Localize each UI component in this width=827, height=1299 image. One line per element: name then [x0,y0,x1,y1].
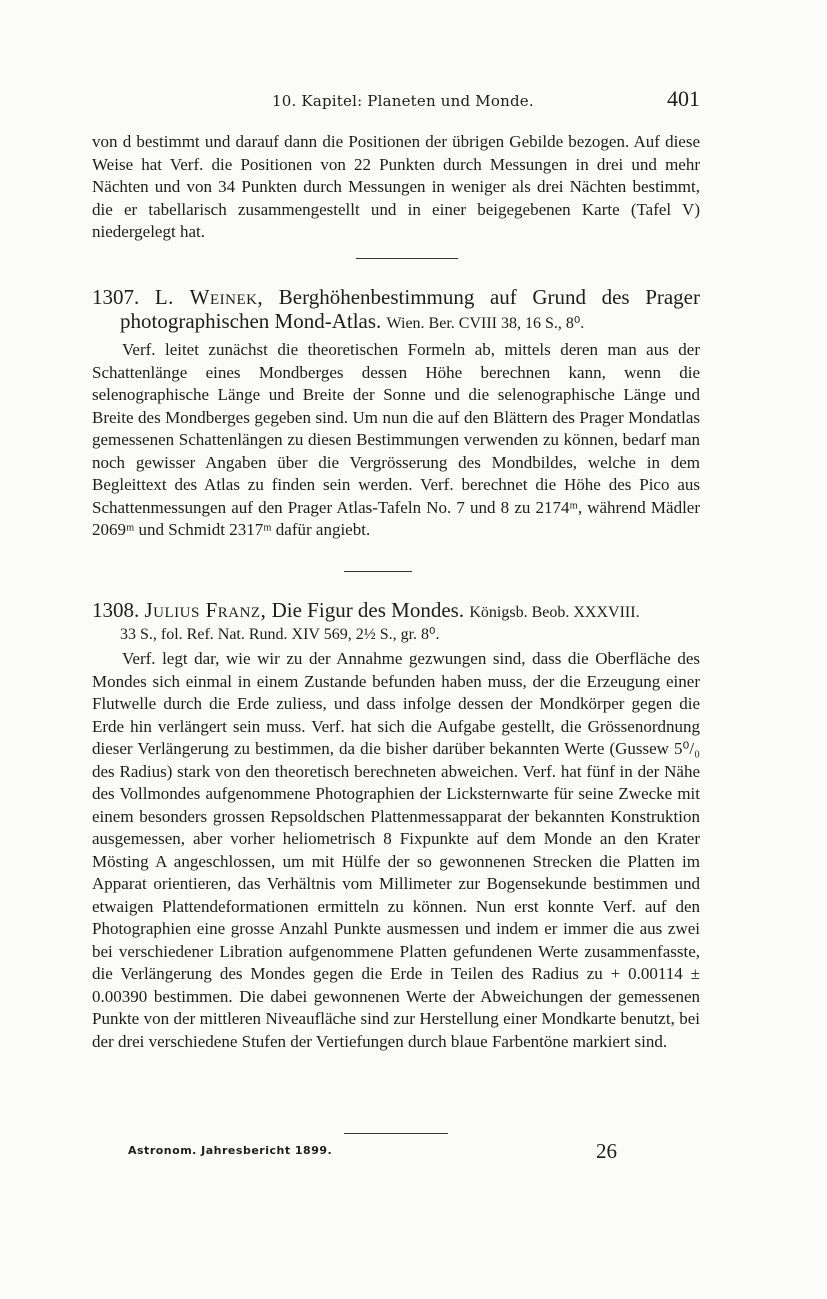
running-header [92,86,702,116]
entry-title: Die Figur des Mondes. [271,598,465,622]
signature-mark: 26 [596,1139,617,1163]
entry-heading [92,285,700,336]
section-divider [344,1133,448,1134]
entry-number: 1307. [92,285,140,309]
footer-journal: Astronom. Jahresbericht 1899. [128,1144,333,1157]
entry-reference-line-2: 33 S., fol. Ref. Nat. Rund. XIV 569, 2½ S., gr. 8⁰. [120,626,440,643]
section-divider [356,258,458,259]
intro-paragraph-block [92,131,700,244]
entry-1308 [92,598,700,1053]
entry-title: Berghöhenbestimmung auf Grund des Prager photographischen Mond-Atlas. [120,285,700,333]
entry-reference: Wien. Ber. CVIII 38, 16 S., 8⁰. [386,315,585,332]
section-divider [344,571,412,572]
entry-1307 [92,285,700,542]
entry-author: Julius Franz, [144,598,267,622]
entry-heading [92,598,700,625]
entry-author: L. Weinek, [154,285,264,309]
entry-body: Verf. leitet zunächst die theoretischen Formeln ab, mittels deren man aus der Schattenlänge eines Mondberges dessen Höhe berechnen kann, wenn die selenographische Länge und Breite der Sonne und die selenographische Länge und Breite des Mondberges gegeben sind. Um nun die auf den Blättern des Prager Mondatlas gemessenen Schattenlängen zu diesen Bestimmungen verwenden zu können, bedarf man noch gewisser Angaben über die Vergrösserung des Mondbildes, welche in dem Begleittext des Atlas zu finden sein werden. Verf. berechnet die Höhe des Pico aus Schattenmessungen auf den Prager Atlas-Tafeln No. 7 und 8 zu 2174ᵐ, während Mädler 2069ᵐ und Schmidt 2317ᵐ dafür angiebt. [92,340,700,539]
entry-reference: Königsb. Beob. XXXVIII. [469,604,640,621]
entry-body: Verf. legt dar, wie wir zu der Annahme gezwungen sind, dass die Oberfläche des Mondes sich einmal in einem Zustande befunden haben muss, der die Erzeugung einer Flutwelle durch die Erde zuliess, und dass infolge dessen der Mondkörper gegen die Erde hin verlängert sein muss. Verf. hat sich die Aufgabe gestellt, die Grössenordnung dieser Verlängerung zu bestimmen, da die bisher darüber bekannten Werte (Gussew 5⁰/₀ des Radius) stark von den theoretisch berechneten abweichen. Verf. hat fünf in der Nähe des Vollmondes aufgenommene Photographien der Licksternwarte für seine Zwecke mit einem besonders grossen Repsoldschen Plattenmessapparat der bekannten Konstruktion ausgemessen, aber vorher heliometrisch 8 Fixpunkte auf dem Monde an den Krater Mösting A angeschlossen, um mit Hülfe der so gewonnenen Strecken die Platten im Apparat orientieren, das Verhältnis vom Millimeter zur Bogensekunde bestimmen und etwaigen Plattendeformationen ermitteln zu können. Nun erst konnte Verf. auf den Photographien eine grosse Anzahl Punkte ausmessen und indem er immer die aus zwei bei verschiedener Libration aufgenommene Platten gefundenen Werte zusammenfasste, die Verlängerung des Mondes gegen die Erde in Teilen des Radius zu + 0.00114 ± 0.00390 bestimmen. Die dabei gewonnenen Werte der Abweichungen der gemessenen Punkte von der mittleren Niveaufläche sind zur Herstellung einer Mondkarte benutzt, bei der drei verschiedene Stufen der Vertiefungen durch blaue Farbentöne markiert sind. [92,649,700,1051]
intro-paragraph: von d bestimmt und darauf dann die Positionen der übrigen Gebilde bezogen. Auf diese Weise hat Verf. die Positionen von 22 Punkten durch Messungen in drei und mehr Nächten und von 34 Punkten durch Messungen in weniger als drei Nächten bestimmt, die er tabellarisch zusammengestellt und in einer beigegebenen Karte (Tafel V) niedergelegt hat. [92,132,700,241]
running-title: 10. Kapitel: Planeten und Monde. [272,92,534,110]
entry-number: 1308. [92,598,140,622]
page-number: 401 [667,86,700,111]
